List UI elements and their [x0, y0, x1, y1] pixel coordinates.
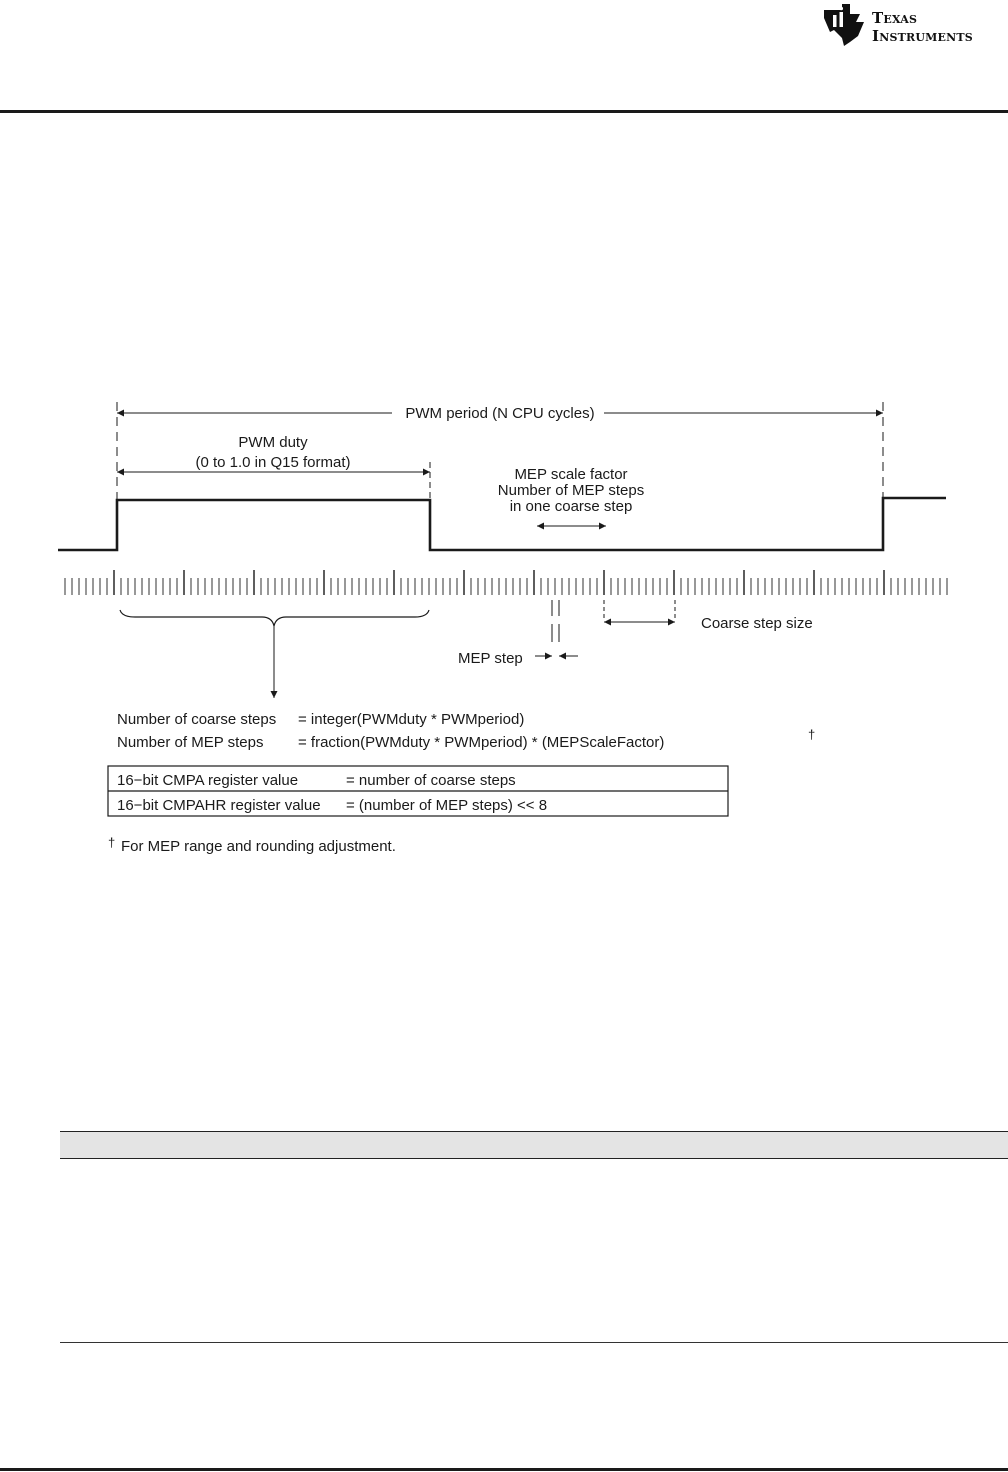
pwm-waveform: [58, 498, 946, 550]
pwm-period-label: PWM period (N CPU cycles): [405, 405, 595, 422]
formula-coarse-expr: = integer(PWMduty * PWMperiod): [298, 711, 525, 728]
mep-scale-line-2: Number of MEP steps: [497, 482, 645, 499]
duty-brace: [120, 610, 429, 626]
mep-step-label: MEP step: [458, 650, 523, 667]
ti-logo: [820, 2, 1008, 48]
table-header-band: [60, 1131, 1008, 1159]
mep-scale-line-1: MEP scale factor: [514, 466, 628, 483]
ti-logo-icon: [820, 2, 870, 48]
hrpwm-duty-diagram: [0, 380, 1008, 860]
register-cmpahr-expr: = (number of MEP steps) << 8: [346, 797, 548, 814]
mep-scale-line-3: in one coarse step: [509, 498, 633, 515]
time-tick-ruler: [65, 570, 947, 595]
register-cmpa-label: 16−bit CMPA register value: [117, 772, 299, 789]
logo-wordmark-line1: Texas: [872, 9, 918, 27]
logo-wordmark-line2: Instruments: [872, 27, 973, 45]
footnote-dagger: †: [108, 835, 116, 850]
footer-rule: [0, 1468, 1008, 1471]
pwm-duty-label: PWM duty: [238, 434, 308, 451]
formula-mep-expr: = fraction(PWMduty * PWMperiod) * (MEPScaleFactor): [298, 734, 665, 751]
footnote-text: For MEP range and rounding adjustment.: [121, 838, 396, 855]
formula-mep-label: Number of MEP steps: [117, 734, 264, 751]
formula-dagger: †: [808, 727, 816, 742]
formula-coarse-label: Number of coarse steps: [117, 711, 277, 728]
table-bottom-rule: [60, 1342, 1008, 1343]
register-cmpahr-label: 16−bit CMPAHR register value: [117, 797, 321, 814]
register-cmpa-expr: = number of coarse steps: [346, 772, 516, 789]
coarse-step-label: Coarse step size: [701, 615, 813, 632]
pwm-duty-sublabel: (0 to 1.0 in Q15 format): [195, 454, 351, 471]
header-rule: [0, 110, 1008, 113]
